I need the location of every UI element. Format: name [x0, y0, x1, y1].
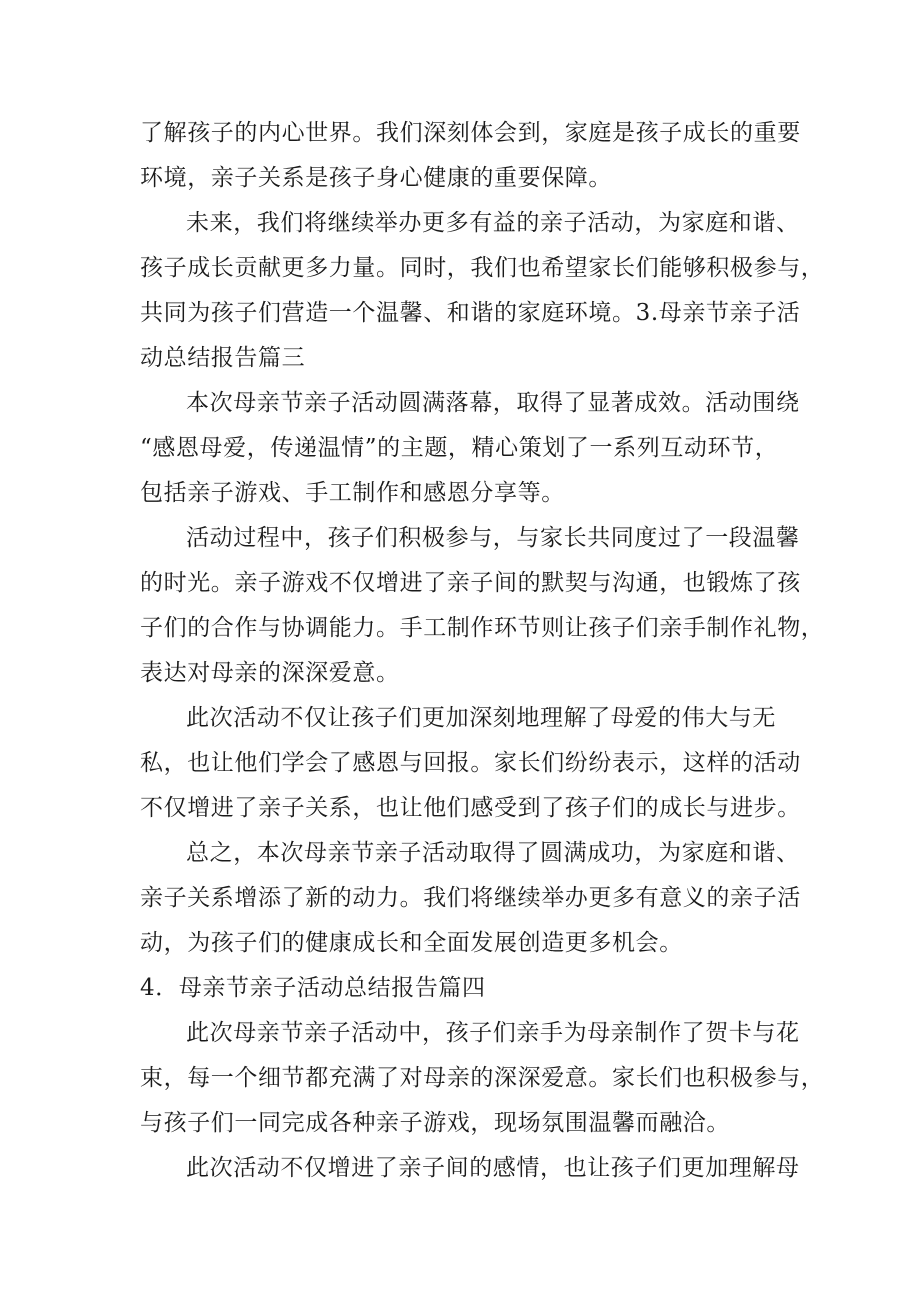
section-heading: 动总结报告篇三	[140, 345, 306, 371]
paragraph-line: 表达对母亲的深深爱意。	[140, 660, 400, 686]
paragraph-line: 包括亲子游戏、手工制作和感恩分享等。	[140, 480, 565, 506]
paragraph-line: 不仅增进了亲子关系，也让他们感受到了孩子们的成长与进步。	[140, 795, 801, 821]
paragraph-line: 了解孩子的内心世界。我们深刻体会到，家庭是孩子成长的重要	[140, 120, 801, 146]
paragraph-line: 活动过程中，孩子们积极参与，与家长共同度过了一段温馨	[186, 525, 800, 551]
paragraph-line: 束，每一个细节都充满了对母亲的深深爱意。家长们也积极参与，	[140, 1065, 825, 1091]
paragraph-line: 动，为孩子们的健康成长和全面发展创造更多机会。	[140, 930, 683, 956]
paragraph-line: 孩子成长贡献更多力量。同时，我们也希望家长们能够积极参与，	[140, 255, 825, 281]
paragraph-line: 亲子关系增添了新的动力。我们将继续举办更多有意义的亲子活	[140, 885, 801, 911]
paragraph-line: 此次母亲节亲子活动中，孩子们亲手为母亲制作了贺卡与花	[186, 1020, 800, 1046]
paragraph-line: 本次母亲节亲子活动圆满落幕，取得了显著成效。活动围绕	[186, 390, 800, 416]
paragraph-line: 共同为孩子们营造一个温馨、和谐的家庭环境。3.母亲节亲子活	[140, 300, 801, 326]
paragraph-line: 未来，我们将继续举办更多有益的亲子活动，为家庭和谐、	[186, 210, 800, 236]
section-heading: 4．母亲节亲子活动总结报告篇四	[140, 975, 486, 1001]
paragraph-line: 此次活动不仅让孩子们更加深刻地理解了母爱的伟大与无	[186, 705, 776, 731]
paragraph-line: 子们的合作与协调能力。手工制作环节则让孩子们亲手制作礼物，	[140, 615, 825, 641]
paragraph-line: 的时光。亲子游戏不仅增进了亲子间的默契与沟通，也锻炼了孩	[140, 570, 801, 596]
paragraph-line: 总之，本次母亲节亲子活动取得了圆满成功，为家庭和谐、	[186, 840, 800, 866]
paragraph-line: “感恩母爱，传递温情”的主题，精心策划了一系列互动环节，	[140, 435, 779, 461]
paragraph-line: 私，也让他们学会了感恩与回报。家长们纷纷表示，这样的活动	[140, 750, 801, 776]
paragraph-line: 环境，亲子关系是孩子身心健康的重要保障。	[140, 165, 612, 191]
paragraph-line: 此次活动不仅增进了亲子间的感情，也让孩子们更加理解母	[186, 1155, 800, 1181]
paragraph-line: 与孩子们一同完成各种亲子游戏，现场氛围温馨而融洽。	[140, 1110, 730, 1136]
